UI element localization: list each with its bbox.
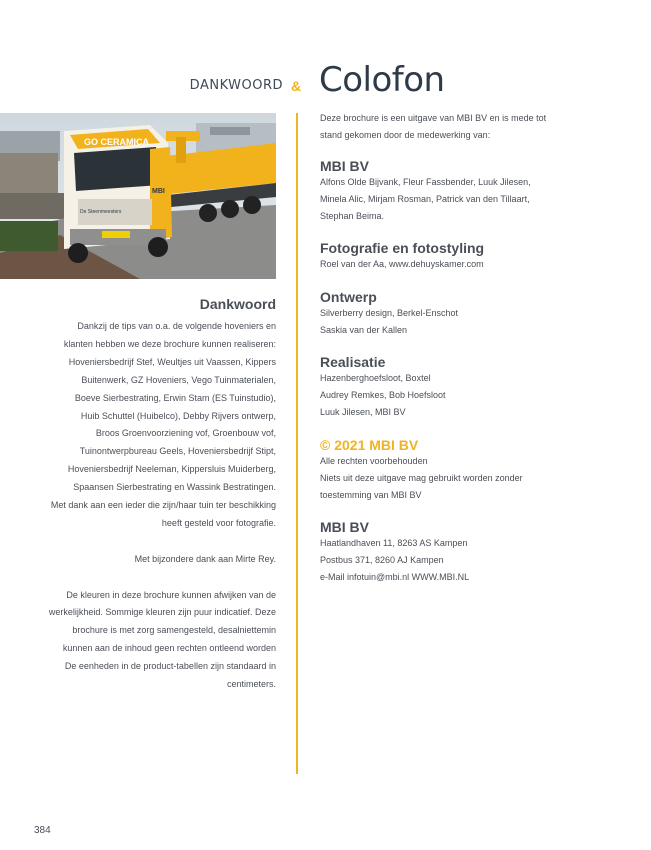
dankwoord-line: klanten hebben we deze brochure kunnen realiseren:	[63, 338, 276, 349]
mbi-names: Alfons Olde Bijvank, Fleur Fassbender, Luuk Jilesen, Minela Alic, Mirjam Rosman, Patrick van den Tillaart, Stephan Beima.	[320, 177, 531, 221]
realisatie-title: Realisatie	[320, 354, 386, 370]
dankwoord-line: Broos Groenvoorziening vof, Groenbouw vof,	[95, 428, 276, 439]
special-thanks: Met bijzondere dank aan Mirte Rey.	[134, 553, 276, 564]
disclaimer-line: De eenheden in de product-tabellen zijn standaard in	[64, 661, 276, 672]
ontwerp-title: Ontwerp	[320, 289, 377, 305]
copyright-title: © 2021 MBI BV	[320, 437, 419, 453]
colofon-mbi	[320, 158, 547, 225]
colofon-fotografie	[320, 240, 547, 273]
fotografie-credit: Roel van der Aa, www.dehuyskamer.com	[320, 259, 484, 269]
dankwoord-section	[40, 296, 276, 694]
colofon-address	[320, 519, 547, 586]
address-title: MBI BV	[320, 519, 369, 535]
dankwoord-line: Met dank aan een ieder die zijn/haar tuin ter beschikking	[50, 500, 276, 511]
yellow-divider	[296, 113, 298, 774]
dankwoord-line: Tuinontwerpbureau Geels, Hoveniersbedrijf Stipt,	[79, 446, 276, 457]
fotografie-title: Fotografie en fotostyling	[320, 240, 485, 256]
header-dankwoord: DANKWOORD	[189, 78, 283, 93]
dankwoord-line: heeft gesteld voor fotografie.	[161, 517, 276, 528]
disclaimer-line: werkelijkheid. Sommige kleuren zijn puur indicatief. Deze	[48, 607, 276, 618]
disclaimer-line: kunnen aan de inhoud geen rechten ontleend worden	[62, 643, 276, 654]
truck-cab-text: MBI	[152, 188, 165, 195]
dankwoord-line: Buitenwerk, GZ Hoveniers, Vego Tuinmaterialen,	[81, 374, 276, 385]
dankwoord-title: Dankwoord	[199, 296, 276, 312]
header-ampersand: &	[291, 78, 302, 94]
dankwoord-line: Hoveniersbedrijf Stef, Weultjes uit Vaassen, Kippers	[68, 356, 276, 367]
page-number: 384	[34, 825, 51, 836]
header-title: Colofon	[319, 60, 445, 100]
dankwoord-line: Dankzij de tips van o.a. de volgende hoveniers en	[77, 321, 276, 331]
truck-door-text: De Steenmeesters	[80, 209, 122, 215]
truck-brand-text: GO CERAMICA	[84, 137, 149, 147]
dankwoord-line: Spaansen Sierbestrating en Wassink Bestratingen.	[73, 482, 276, 493]
colofon-realisatie	[320, 354, 547, 421]
address-text: Haatlandhaven 11, 8263 AS Kampen Postbus 371, 8260 AJ Kampen e-Mail infotuin@mbi.nl WWW.MBI.NL	[320, 538, 470, 582]
disclaimer-line: De kleuren in deze brochure kunnen afwijken van de	[66, 589, 276, 600]
mbi-title: MBI BV	[320, 158, 369, 174]
colofon-copyright	[320, 437, 547, 504]
dankwoord-line: Boeve Sierbestrating, Erwin Stam (ES Tuinstudio),	[74, 392, 276, 403]
colofon-section	[320, 110, 547, 586]
dankwoord-line: Huib Schuttel (Huibelco), Debby Rijvers ontwerp,	[80, 410, 276, 421]
colofon-ontwerp	[320, 289, 547, 339]
ontwerp-credit: Silverberry design, Berkel-Enschot Saskia van der Kallen	[320, 308, 459, 335]
disclaimer-line: brochure is met zorg samengesteld, desalniettemin	[72, 625, 276, 636]
dankwoord-line: Hoveniersbedrijf Neeleman, Kippersluis Muiderberg,	[67, 464, 276, 475]
page-header	[0, 58, 651, 102]
colofon-intro: Deze brochure is een uitgave van MBI BV en is mede tot stand gekomen door de medewerking van:	[320, 113, 547, 140]
truck-illustration	[0, 113, 276, 279]
realisatie-credit: Hazenberghoefsloot, Boxtel Audrey Remkes, Bob Hoefsloot Luuk Jilesen, MBI BV	[320, 373, 446, 417]
disclaimer-line: centimeters.	[226, 679, 276, 690]
copyright-text: Alle rechten voorbehouden Niets uit deze uitgave mag gebruikt worden zonder toestemming van MBI BV	[320, 456, 523, 500]
truck-photo	[0, 113, 276, 279]
